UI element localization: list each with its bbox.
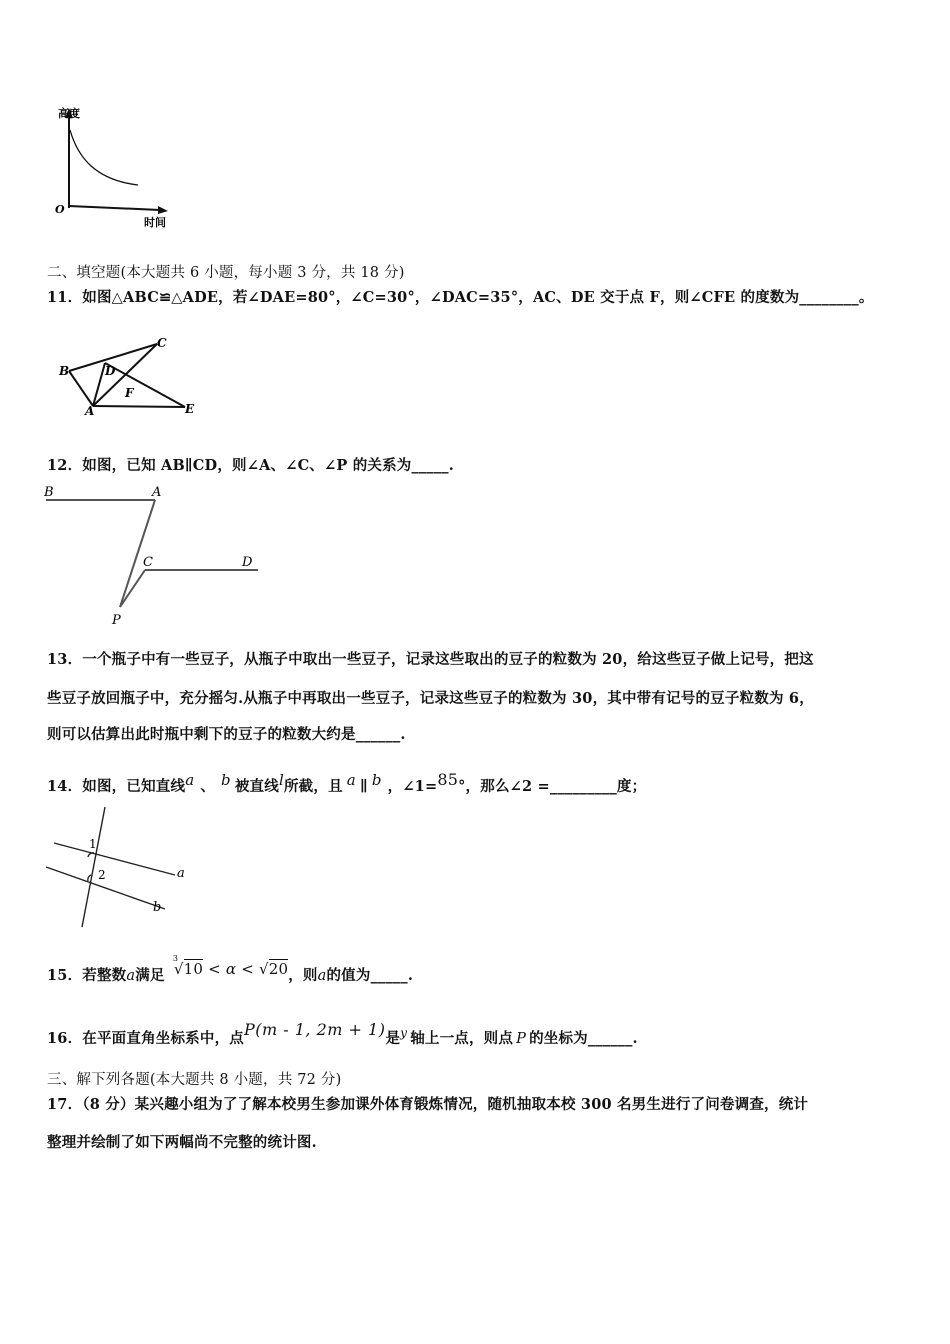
q14-angle-value: 85 <box>437 770 459 789</box>
angle-2-label: 2 <box>98 868 106 882</box>
label-C: C <box>157 336 167 350</box>
q14-var-a2: a <box>346 771 356 789</box>
q16-part-1: 16．在平面直角坐标系中，点 <box>47 1030 244 1047</box>
q16-part-2: 是 <box>385 1030 401 1047</box>
lt-sign-2: < <box>241 960 254 978</box>
radicand-2: 20 <box>268 960 289 978</box>
y-axis-label: 高度 <box>58 107 80 120</box>
cube-root-index: 3 <box>172 954 179 963</box>
section-2-title: 二、填空题(本大题共 6 小题，每小题 3 分，共 18 分) <box>47 265 405 281</box>
q15-part-1: 15．若整数 <box>47 967 127 984</box>
section-3-title: 三、解下列各题(本大题共 8 小题，共 72 分) <box>47 1072 342 1088</box>
q15-var-a: a <box>126 968 136 984</box>
q14-part-1: 14．如图，已知直线 <box>47 777 186 795</box>
line-b-label: b <box>153 900 162 915</box>
q15-part-3: ，则 <box>288 967 318 984</box>
x-axis-label: 时间 <box>144 216 166 229</box>
q16-point-expression: P(m - 1, 2m + 1) <box>243 1020 386 1039</box>
origin-label: O <box>55 203 65 216</box>
q16-var-y: y <box>400 1026 408 1041</box>
question-14-text <box>47 770 646 796</box>
question-17-line-1: 17．（8 分）某兴趣小组为了了解本校男生参加课外体育锻炼情况，随机抽取本校 300 名男生进行了问卷调查，统计 <box>47 1096 809 1113</box>
q15-part-2: 满足 <box>135 967 165 984</box>
label-D: D <box>105 364 116 378</box>
parallel-lines-figure-q12 <box>40 480 270 630</box>
label-P: P <box>112 613 121 628</box>
label-E: E <box>185 402 195 416</box>
q14-parallel: ∥ <box>359 777 368 795</box>
label-D: D <box>242 555 253 570</box>
q15-inequality <box>172 954 289 978</box>
question-17-line-2: 整理并绘制了如下两幅尚不完整的统计图. <box>47 1134 317 1151</box>
q14-var-a: a <box>185 771 195 789</box>
q14-sep: 、 <box>200 777 216 795</box>
q14-part-5: °，那么∠2 =_________度； <box>458 777 647 795</box>
height-time-graph <box>48 100 178 230</box>
label-A: A <box>152 485 162 500</box>
radical-sign-1: √ <box>173 960 184 978</box>
q16-part-4: 的坐标为______. <box>529 1030 638 1047</box>
label-B: B <box>44 485 54 500</box>
decay-curve <box>70 130 138 185</box>
triangle-figure-q11 <box>55 333 205 423</box>
q15-var-a2: a <box>317 968 327 984</box>
q14-part-3: 所截，且 <box>283 777 343 795</box>
q15-part-4: 的值为_____. <box>326 967 414 984</box>
q14-part-2: 被直线 <box>234 777 279 795</box>
question-12-text: 12．如图，已知 AB∥CD，则∠A、∠C、∠P 的关系为_____. <box>47 457 455 474</box>
question-15-text <box>47 954 414 985</box>
question-13-line-3: 则可以估算出此时瓶中剩下的豆子的粒数大约是______. <box>47 726 406 743</box>
line-a-label: a <box>177 866 185 881</box>
label-C: C <box>143 555 153 570</box>
x-axis <box>69 206 160 210</box>
angle-1-label: 1 <box>89 837 97 851</box>
q14-var-l: l <box>278 771 284 789</box>
alpha-symbol: α <box>225 960 237 978</box>
q16-var-P: P <box>516 1031 527 1047</box>
label-A: A <box>85 404 95 418</box>
lt-sign-1: < <box>208 960 221 978</box>
q16-part-3: 轴上一点，则点 <box>410 1030 514 1047</box>
question-13-line-1: 13．一个瓶子中有一些豆子，从瓶子中取出一些豆子，记录这些取出的豆子的粒数为 20，给这些豆子做上记号，把这 <box>47 651 814 668</box>
transversal-figure-q14 <box>40 805 200 935</box>
x-axis-arrow <box>158 206 168 214</box>
question-13-line-2: 些豆子放回瓶子中，充分摇匀.从瓶子中再取出一些豆子，记录这些豆子的粒数为 30，其中带有记号的豆子粒数为 6， <box>47 690 814 707</box>
q14-part-4: ，∠1= <box>387 777 438 795</box>
label-B: B <box>59 364 70 378</box>
label-F: F <box>125 386 134 400</box>
radical-sign-2: √ <box>258 960 269 978</box>
radicand-1: 10 <box>183 960 204 978</box>
q14-var-b2: b <box>371 771 382 789</box>
question-11-text: 11．如图△ABC≌△ADE，若∠DAE=80°，∠C=30°，∠DAC=35°，AC、DE 交于点 F，则∠CFE 的度数为________。 <box>47 289 874 306</box>
q14-var-b: b <box>221 771 231 789</box>
question-16-text <box>47 1020 638 1048</box>
